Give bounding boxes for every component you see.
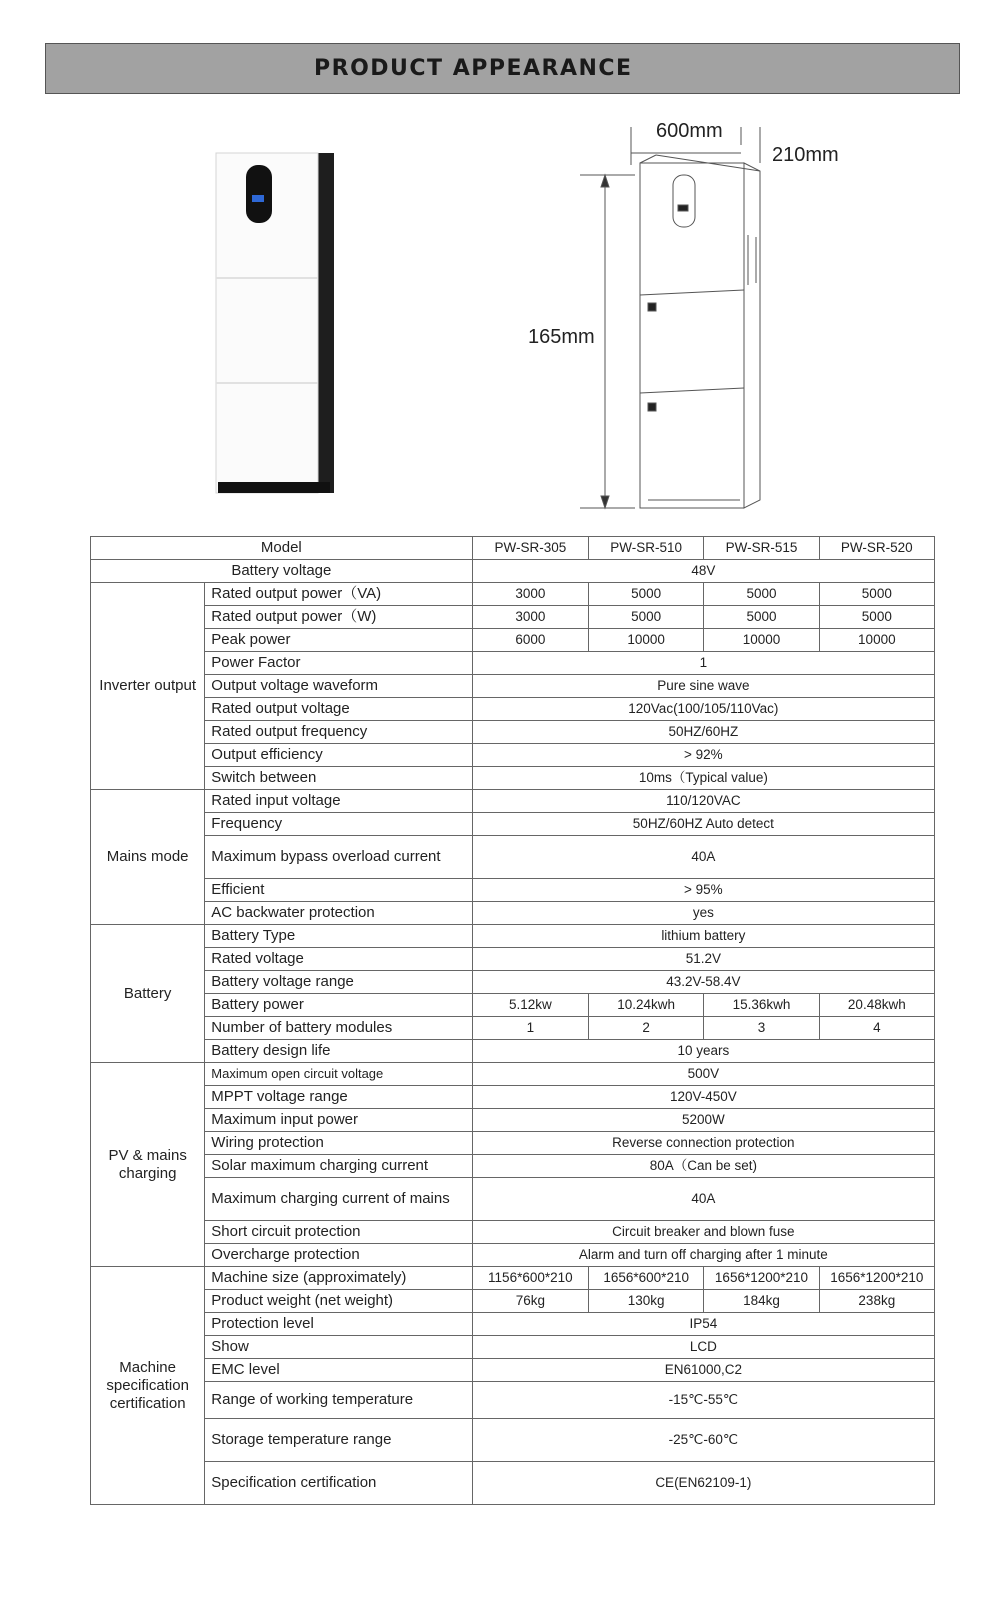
table-row: [91, 1132, 935, 1155]
row-value: Reverse connection protection: [472, 1132, 934, 1155]
row-label: Maximum input power: [205, 1109, 472, 1132]
row-label: Number of battery modules: [205, 1017, 472, 1040]
row-label: Storage temperature range: [205, 1419, 472, 1462]
cell-value: 15.36kwh: [704, 994, 819, 1017]
row-value: 40A: [472, 1178, 934, 1221]
cell-value: 10000: [704, 629, 819, 652]
row-label: Battery power: [205, 994, 472, 1017]
row-label: Maximum bypass overload current: [205, 836, 472, 879]
cell-value: 5000: [819, 606, 934, 629]
row-value: -15℃-55℃: [472, 1382, 934, 1419]
row-label: Maximum open circuit voltage: [205, 1063, 472, 1086]
row-value: yes: [472, 902, 934, 925]
cell-value: 3000: [472, 606, 588, 629]
row-label: AC backwater protection: [205, 902, 472, 925]
row-value: 10 years: [472, 1040, 934, 1063]
model-name: PW-SR-305: [472, 537, 588, 560]
row-label: Frequency: [205, 813, 472, 836]
table-row: [91, 1290, 935, 1313]
product-photo: [216, 153, 334, 493]
row-label: Output efficiency: [205, 744, 472, 767]
table-row: [91, 902, 935, 925]
row-label: Product weight (net weight): [205, 1290, 472, 1313]
row-value: -25℃-60℃: [472, 1419, 934, 1462]
table-row: [91, 1267, 935, 1290]
table-row: [91, 1336, 935, 1359]
cell-value: 20.48kwh: [819, 994, 934, 1017]
cell-value: 1656*1200*210: [704, 1267, 819, 1290]
row-label: Rated output power（VA): [205, 583, 472, 606]
table-row: [91, 790, 935, 813]
cell-value: 184kg: [704, 1290, 819, 1313]
row-label: Battery voltage: [91, 560, 473, 583]
table-row: [91, 1382, 935, 1419]
row-value: 120V-450V: [472, 1086, 934, 1109]
table-row: [91, 971, 935, 994]
row-value: 500V: [472, 1063, 934, 1086]
row-value: 5200W: [472, 1109, 934, 1132]
group-label: PV & mains charging: [91, 1063, 205, 1267]
row-value: 51.2V: [472, 948, 934, 971]
cell-value: 1156*600*210: [472, 1267, 588, 1290]
table-row: [91, 1244, 935, 1267]
row-value: > 95%: [472, 879, 934, 902]
row-label: Solar maximum charging current: [205, 1155, 472, 1178]
row-label: Range of working temperature: [205, 1382, 472, 1419]
group-label: Mains mode: [91, 790, 205, 925]
row-label: Short circuit protection: [205, 1221, 472, 1244]
row-value: LCD: [472, 1336, 934, 1359]
row-label: Overcharge protection: [205, 1244, 472, 1267]
table-row: [91, 744, 935, 767]
table-row: [91, 1086, 935, 1109]
table-row: [91, 948, 935, 971]
row-label: EMC level: [205, 1359, 472, 1382]
row-value: Circuit breaker and blown fuse: [472, 1221, 934, 1244]
group-label: Inverter output: [91, 583, 205, 790]
table-row: [91, 925, 935, 948]
row-label: Machine size (approximately): [205, 1267, 472, 1290]
table-row: [91, 537, 935, 560]
table-row: [91, 1040, 935, 1063]
table-row: [91, 1359, 935, 1382]
row-value: 50HZ/60HZ Auto detect: [472, 813, 934, 836]
cell-value: 5000: [589, 583, 704, 606]
row-label: Battery Type: [205, 925, 472, 948]
row-label: Battery voltage range: [205, 971, 472, 994]
row-label: Efficient: [205, 879, 472, 902]
table-row: [91, 652, 935, 675]
table-row: [91, 583, 935, 606]
table-row: [91, 675, 935, 698]
row-label: Rated output frequency: [205, 721, 472, 744]
row-label: Show: [205, 1336, 472, 1359]
cell-value: 5000: [589, 606, 704, 629]
table-row: [91, 1313, 935, 1336]
row-value: EN61000,C2: [472, 1359, 934, 1382]
row-label: Specification certification: [205, 1462, 472, 1505]
cell-value: 5000: [704, 583, 819, 606]
table-row: [91, 836, 935, 879]
row-value: 120Vac(100/105/110Vac): [472, 698, 934, 721]
table-row: [91, 560, 935, 583]
model-header: Model: [91, 537, 473, 560]
page-title: PRODUCT APPEARANCE: [314, 56, 633, 81]
cell-value: 1: [472, 1017, 588, 1040]
row-value: 10ms（Typical value): [472, 767, 934, 790]
model-name: PW-SR-520: [819, 537, 934, 560]
table-row: [91, 813, 935, 836]
row-value: 110/120VAC: [472, 790, 934, 813]
row-label: Battery design life: [205, 1040, 472, 1063]
row-value: > 92%: [472, 744, 934, 767]
table-row: [91, 721, 935, 744]
row-label: Power Factor: [205, 652, 472, 675]
row-value: Alarm and turn off charging after 1 minute: [472, 1244, 934, 1267]
table-row: [91, 629, 935, 652]
cell-value: 3: [704, 1017, 819, 1040]
row-value: 80A（Can be set): [472, 1155, 934, 1178]
row-label: Rated output voltage: [205, 698, 472, 721]
table-row: [91, 1462, 935, 1505]
dimension-drawing: [580, 127, 760, 508]
depth-label: 210mm: [772, 144, 839, 166]
row-label: Wiring protection: [205, 1132, 472, 1155]
cell-value: 10000: [819, 629, 934, 652]
row-label: Protection level: [205, 1313, 472, 1336]
width-label: 600mm: [656, 120, 723, 142]
table-row: [91, 1155, 935, 1178]
cell-value: 5000: [819, 583, 934, 606]
cell-value: 2: [589, 1017, 704, 1040]
section-header: [45, 43, 960, 94]
table-row: [91, 1419, 935, 1462]
cell-value: 76kg: [472, 1290, 588, 1313]
spec-table: [90, 536, 935, 1505]
cell-value: 3000: [472, 583, 588, 606]
group-label: Battery: [91, 925, 205, 1063]
model-name: PW-SR-510: [589, 537, 704, 560]
row-value: Pure sine wave: [472, 675, 934, 698]
table-row: [91, 879, 935, 902]
table-row: [91, 994, 935, 1017]
cell-value: 10.24kwh: [589, 994, 704, 1017]
product-illustrations: [0, 105, 1000, 525]
row-label: Rated voltage: [205, 948, 472, 971]
row-label: MPPT voltage range: [205, 1086, 472, 1109]
cell-value: 10000: [589, 629, 704, 652]
table-row: [91, 606, 935, 629]
table-row: [91, 1178, 935, 1221]
table-row: [91, 767, 935, 790]
cell-value: 5000: [704, 606, 819, 629]
cell-value: 5.12kw: [472, 994, 588, 1017]
cell-value: 1656*1200*210: [819, 1267, 934, 1290]
cell-value: 6000: [472, 629, 588, 652]
table-row: [91, 1017, 935, 1040]
height-label: 165mm: [528, 326, 595, 348]
row-value: CE(EN62109-1): [472, 1462, 934, 1505]
row-value: 1: [472, 652, 934, 675]
row-label: Peak power: [205, 629, 472, 652]
cell-value: 1656*600*210: [589, 1267, 704, 1290]
cell-value: 238kg: [819, 1290, 934, 1313]
table-row: [91, 1221, 935, 1244]
row-label: Rated input voltage: [205, 790, 472, 813]
row-label: Maximum charging current of mains: [205, 1178, 472, 1221]
cell-value: 130kg: [589, 1290, 704, 1313]
row-value: 50HZ/60HZ: [472, 721, 934, 744]
table-row: [91, 1109, 935, 1132]
row-label: Switch between: [205, 767, 472, 790]
row-label: Rated output power（W): [205, 606, 472, 629]
row-value: IP54: [472, 1313, 934, 1336]
table-row: [91, 698, 935, 721]
row-label: Output voltage waveform: [205, 675, 472, 698]
row-value: lithium battery: [472, 925, 934, 948]
model-name: PW-SR-515: [704, 537, 819, 560]
cell-value: 4: [819, 1017, 934, 1040]
group-label: Machine specification certification: [91, 1267, 205, 1505]
table-row: [91, 1063, 935, 1086]
row-value: 48V: [472, 560, 934, 583]
row-value: 40A: [472, 836, 934, 879]
row-value: 43.2V-58.4V: [472, 971, 934, 994]
